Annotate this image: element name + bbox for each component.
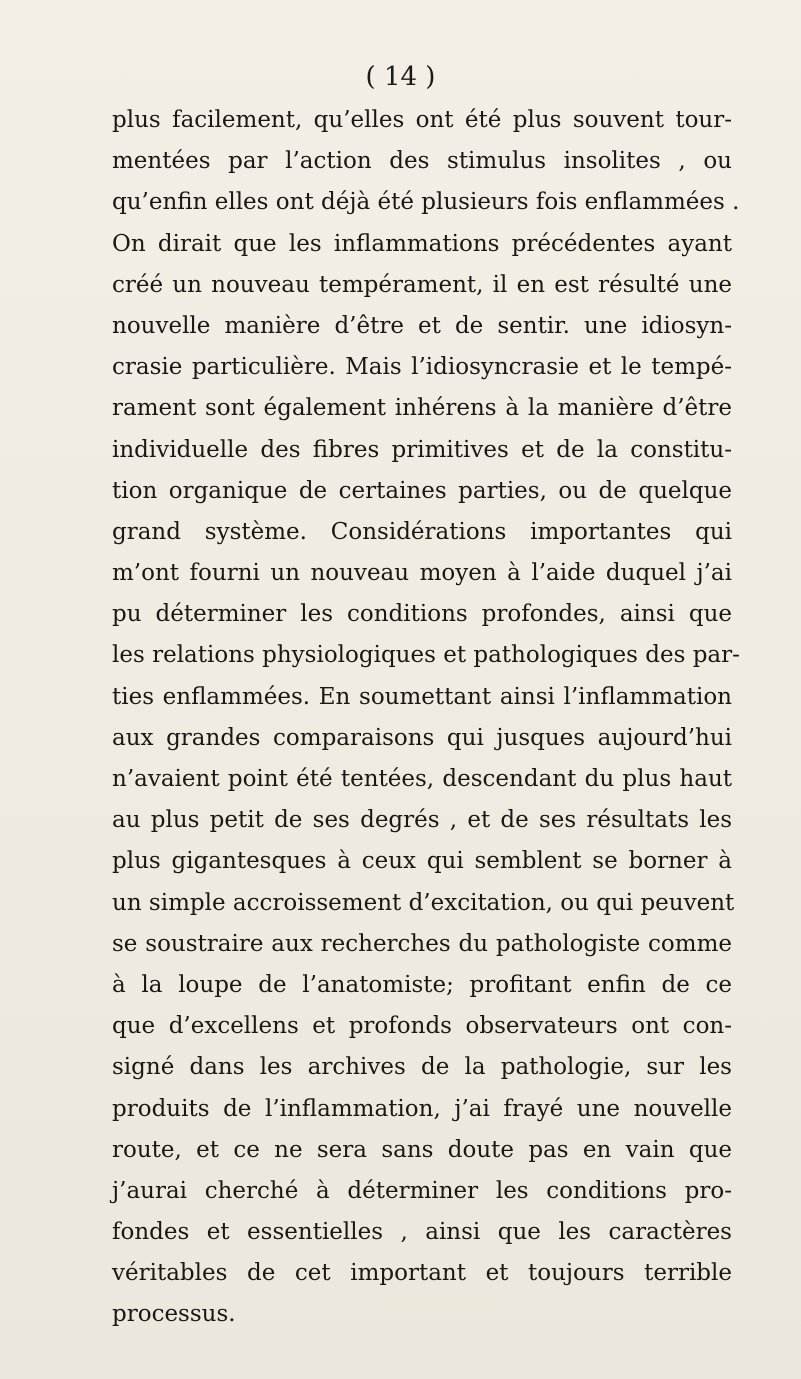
text-line: individuelle des fibres primitives et de la constitu-: [112, 436, 732, 463]
text-line: qu’enfin elles ont déjà été plusieurs fois enflammées .: [112, 189, 740, 216]
text-line: fondes et essentielles , ainsi que les caractères: [112, 1219, 732, 1246]
text-line: au plus petit de ses degrés , et de ses résultats les: [112, 807, 732, 834]
text-line: véritables de cet important et toujours terrible: [112, 1260, 732, 1287]
text-line: signé dans les archives de la pathologie, sur les: [112, 1054, 732, 1081]
text-line: processus.: [112, 1301, 236, 1328]
text-line: plus gigantesques à ceux qui semblent se borner à: [112, 848, 732, 875]
text-line: un simple accroissement d’excitation, ou qui peuvent: [112, 889, 735, 916]
text-line: On dirait que les inflammations précédentes ayant: [112, 230, 732, 257]
text-line: plus facilement, qu’elles ont été plus souvent tour-: [112, 107, 732, 133]
text-line: à la loupe de l’anatomiste; profitant enfin de ce: [112, 971, 732, 998]
text-line: j’aurai cherché à déterminer les conditions pro-: [112, 1177, 732, 1204]
page-number: ( 14 ): [365, 62, 436, 92]
text-line: n’avaient point été tentées, descendant du plus haut: [112, 766, 732, 792]
text-line: pu déterminer les conditions profondes, ainsi que: [112, 601, 732, 628]
text-line: route, et ce ne sera sans doute pas en vain que: [112, 1136, 732, 1163]
text-line: se soustraire aux recherches du pathologiste comme: [112, 930, 732, 957]
text-line: produits de l’inflammation, j’ai frayé une nouvelle: [112, 1095, 732, 1122]
text-line: tion organique de certaines parties, ou de quelque: [112, 477, 732, 504]
text-line: ties enflammées. En soumettant ainsi l’inflammation: [112, 683, 732, 710]
text-line: rament sont également inhérens à la manière d’être: [112, 395, 732, 422]
text-line: m’ont fourni un nouveau moyen à l’aide duquel j’ai: [112, 560, 732, 587]
text-line: les relations physiologiques et pathologiques des par-: [112, 642, 740, 669]
text-line: que d’excellens et profonds observateurs ont con-: [112, 1013, 732, 1040]
text-line: nouvelle manière d’être et de sentir. une idiosyn-: [112, 312, 732, 339]
body-text: [112, 100, 740, 1336]
text-line: créé un nouveau tempérament, il en est résulté une: [112, 271, 732, 298]
text-line: crasie particulière. Mais l’idiosyncrasie et le tempé-: [112, 354, 732, 381]
text-line: mentées par l’action des stimulus insolites , ou: [112, 148, 732, 175]
text-line: grand système. Considérations importantes qui: [112, 518, 732, 545]
text-line: aux grandes comparaisons qui jusques aujourd’hui: [112, 724, 732, 751]
